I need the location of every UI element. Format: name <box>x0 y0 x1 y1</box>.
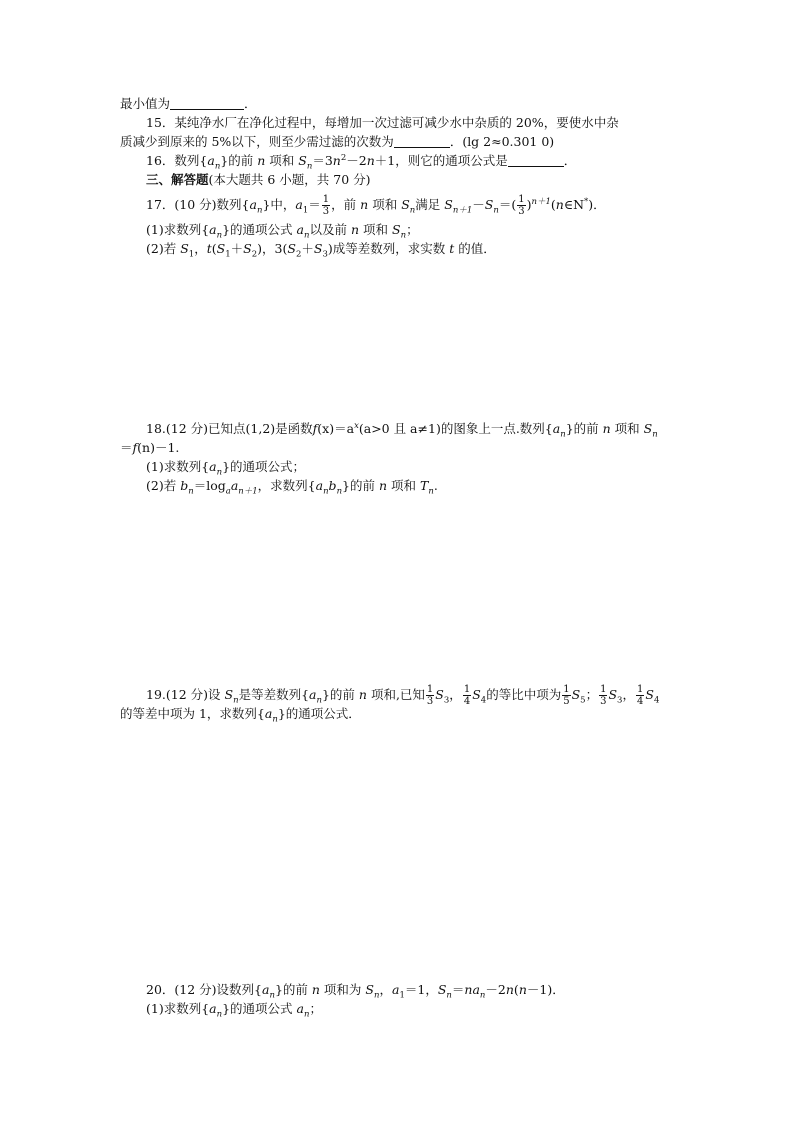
fraction: $\frac{1}{3}$ <box>518 194 525 217</box>
q15-line1: 15．某纯净水厂在净化过程中，每增加一次过滤可减少水中杂质的 20%，要使水中杂 <box>146 115 619 130</box>
q17-part2: (2)若 $S_1$，$t(S_1+S_2)$，$3(S_2+S_3)$成等差数列，求实数 t 的值． <box>146 241 496 260</box>
q18-part2: (2)若 $b_n=\log_aa_{n+1}$，求数列$\{a_nb_n\}$的前 n 项和 $T_n$. <box>146 478 438 497</box>
q20-line1: 20．(12 分)设数列$\{a_n\}$的前 n 项和为 $S_n$，$a_1=1$，$S_n=na_n-2n(n-1)$． <box>146 982 565 1001</box>
fraction: $\frac{1}{3}$ <box>322 194 330 217</box>
q17-part1: (1)求数列$\{a_n\}$的通项公式 $a_n$以及前 n 项和 $S_n$； <box>146 222 419 241</box>
fraction: $\frac{1}{3}$ <box>426 684 434 707</box>
q17-line: 17．(10 分)数列$\{a_n\}$中，$a_1=$ $\frac{1}{3}$ ，前 n 项和 $S_n$满足 $S_{n+1}-S_n=$( $\frac{1}{3}$ )$^{n+1}$(n∈N*)． <box>146 194 606 217</box>
fraction: $\frac{1}{3}$ <box>600 684 607 707</box>
q18-line2: ＝f(n)－1. <box>120 440 180 455</box>
q19-line1: 19.(12 分)设 $S_n$是等差数列$\{a_n\}$的前 n 项和,已知 $\frac{1}{3}$ $S_3$， $\frac{1}{4}$ $S_4$的等比中项为 $\frac{1}{5}$ $S_5$； $\frac{1}{3}$ $S_3$， $\frac{1}{4}$ $S_4$ <box>146 684 660 707</box>
q15-line2: 质减少到原来的 5%以下，则至少需过滤的次数为 ．(lg 2≈0.301 0) <box>120 134 555 149</box>
answer-blank <box>170 109 244 110</box>
section-label: 三、解答题 <box>146 172 209 187</box>
answer-blank <box>508 166 564 167</box>
fraction: $\frac{1}{5}$ <box>563 684 570 707</box>
fraction: $\frac{1}{4}$ <box>463 684 471 707</box>
q18-part1: (1)求数列$\{a_n\}$的通项公式； <box>146 459 306 478</box>
carry-text: 最小值为 <box>120 96 171 111</box>
carry-line: 最小值为 ． <box>120 96 257 111</box>
answer-blank <box>394 147 450 148</box>
q18-line1: 18.(12 分)已知点(1,2)是函数$f(x)=a^x(a>0$ 且 a≠1)的图象上一点.数列$\{a_n\}$的前 n 项和 $S_n$ <box>146 420 658 440</box>
q16-line: 16．数列$\{a_n\}$的前 n 项和 $S_n=3n^2-2n+1$，则它的通项公式是 ． <box>146 152 577 172</box>
section-heading: 三、解答题(本大题共 6 小题，共 70 分) <box>146 172 371 187</box>
q20-part1: (1)求数列$\{a_n\}$的通项公式 $a_n$； <box>146 1001 322 1020</box>
fraction: $\frac{1}{4}$ <box>636 684 644 707</box>
q19-line2: 的等差中项为 1，求数列$\{a_n\}$的通项公式． <box>120 706 361 725</box>
